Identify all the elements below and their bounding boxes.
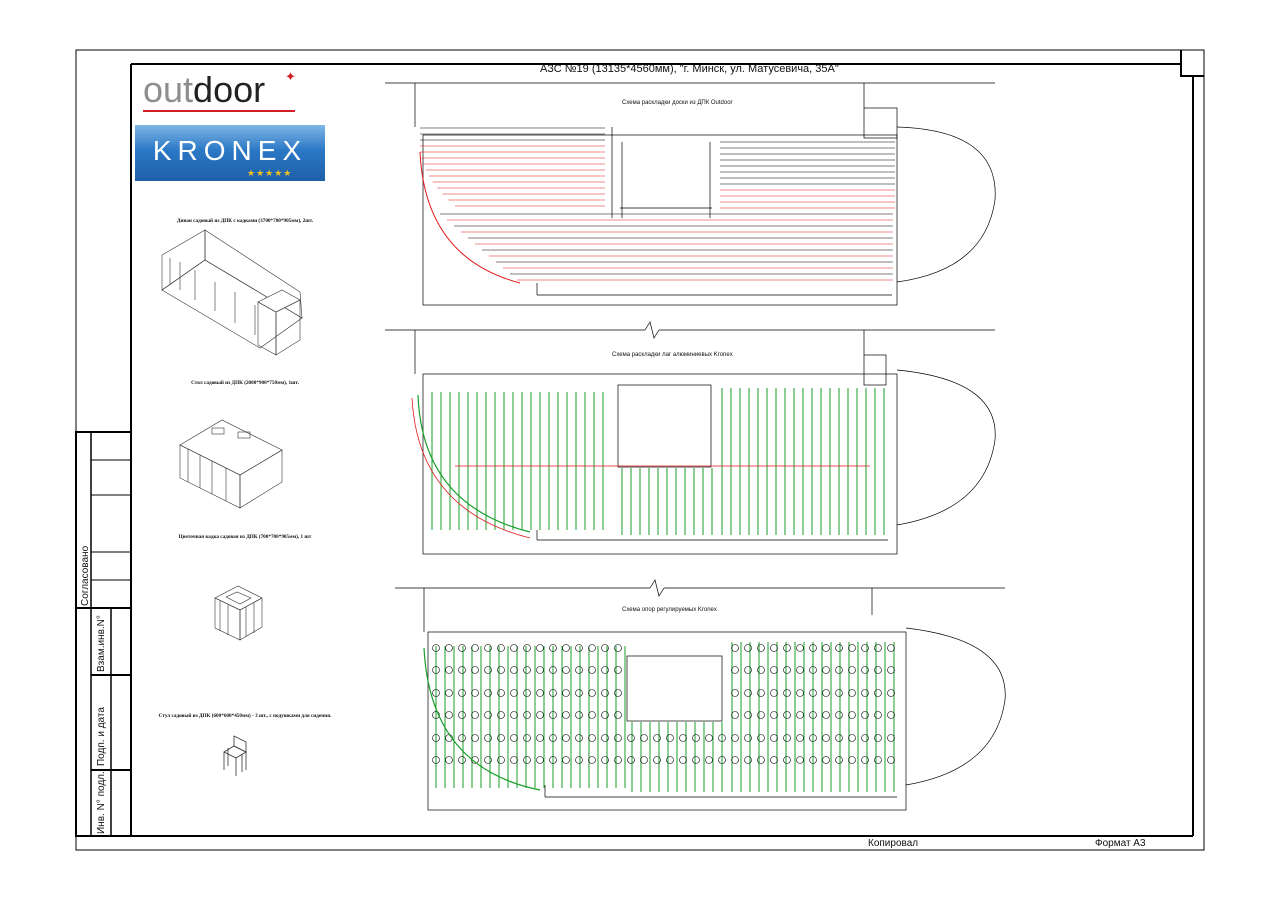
support-circle [641, 757, 648, 764]
stamp-inv-orig: Инв. N° подл. [96, 771, 107, 834]
support-circle [446, 667, 453, 674]
support-circle [797, 690, 804, 697]
support-circle [563, 690, 570, 697]
support-circle [797, 735, 804, 742]
support-circle [563, 757, 570, 764]
support-circle [511, 645, 518, 652]
kronex-logo-text: KRONEX [152, 135, 308, 166]
scheme-3-supports [395, 580, 1005, 810]
support-circle [628, 735, 635, 742]
support-circle [459, 645, 466, 652]
support-circle [784, 712, 791, 719]
format-label: Формат А3 [1095, 838, 1146, 849]
kronex-stars-icon: ★★★★★ [247, 168, 293, 178]
support-circle [472, 735, 479, 742]
support-circle [849, 645, 856, 652]
support-circle [797, 712, 804, 719]
support-circle [459, 690, 466, 697]
s3-support-circles [433, 645, 895, 764]
support-circle [823, 645, 830, 652]
support-circle [797, 757, 804, 764]
support-circle [784, 667, 791, 674]
s1-left-boards [420, 128, 605, 206]
support-circle [849, 712, 856, 719]
s2-joist-lines [432, 388, 884, 535]
support-circle [459, 667, 466, 674]
support-circle [446, 712, 453, 719]
support-circle [849, 667, 856, 674]
support-circle [524, 690, 531, 697]
support-circle [797, 667, 804, 674]
stamp-agreed: Согласовано [80, 545, 91, 606]
support-circle [836, 667, 843, 674]
support-circle [888, 667, 895, 674]
chair-sketch [224, 736, 246, 776]
scheme-caption-joists: Схема раскладки лаг алюминиевых Kronex [612, 352, 733, 358]
support-circle [836, 757, 843, 764]
support-circle [823, 690, 830, 697]
s1-arc [420, 152, 520, 283]
support-circle [563, 735, 570, 742]
support-circle [589, 712, 596, 719]
support-circle [849, 757, 856, 764]
support-circle [576, 735, 583, 742]
scheme-1-boards [385, 83, 995, 305]
support-circle [888, 757, 895, 764]
support-circle [732, 645, 739, 652]
s3-arc [424, 648, 540, 790]
support-circle [589, 667, 596, 674]
support-circle [823, 667, 830, 674]
support-circle [888, 645, 895, 652]
support-circle [771, 757, 778, 764]
support-circle [511, 667, 518, 674]
outdoor-logo-underline [143, 110, 295, 112]
support-circle [563, 712, 570, 719]
support-circle [446, 757, 453, 764]
support-circle [537, 690, 544, 697]
support-circle [680, 735, 687, 742]
support-circle [693, 757, 700, 764]
support-circle [563, 645, 570, 652]
support-circle [459, 735, 466, 742]
support-circle [784, 757, 791, 764]
planter-sketch [215, 586, 262, 640]
support-circle [706, 757, 713, 764]
support-circle [459, 712, 466, 719]
support-circle [459, 757, 466, 764]
support-circle [537, 712, 544, 719]
support-circle [576, 757, 583, 764]
support-circle [732, 667, 739, 674]
support-circle [537, 645, 544, 652]
support-circle [511, 757, 518, 764]
support-circle [823, 712, 830, 719]
support-circle [537, 735, 544, 742]
support-circle [693, 735, 700, 742]
support-circle [511, 690, 518, 697]
support-circle [576, 690, 583, 697]
support-circle [836, 712, 843, 719]
outdoor-logo-part2: door [193, 69, 266, 110]
support-circle [589, 757, 596, 764]
scheme-caption-boards: Схема раскладки доски из ДПК Outdoor [622, 100, 733, 106]
support-circle [563, 667, 570, 674]
support-circle [784, 735, 791, 742]
support-circle [849, 690, 856, 697]
product-caption-table: Стол садовый из ДПК (2000*900*750мм), 1шт. [191, 380, 299, 386]
s1-right-boards [720, 142, 895, 208]
support-circle [771, 645, 778, 652]
support-circle [784, 645, 791, 652]
support-circle [537, 667, 544, 674]
support-circle [628, 757, 635, 764]
support-circle [589, 645, 596, 652]
support-circle [888, 690, 895, 697]
support-circle [849, 735, 856, 742]
corner-mark [1181, 64, 1204, 76]
support-circle [472, 712, 479, 719]
support-circle [446, 645, 453, 652]
support-circle [524, 667, 531, 674]
stamp-sign-date: Подп. и дата [96, 707, 107, 766]
sofa-sketch [162, 230, 302, 355]
support-circle [771, 712, 778, 719]
product-caption-sofa: Диван садовый из ДПК с кадками (3700*700*905мм), 2шт. [176, 218, 314, 224]
sheet-title: АЗС №19 (13135*4560мм), "г. Минск, ул. Матусевича, 35А" [540, 63, 839, 75]
support-circle [823, 757, 830, 764]
support-circle [524, 735, 531, 742]
support-circle [511, 712, 518, 719]
support-circle [576, 712, 583, 719]
support-circle [784, 690, 791, 697]
copied-label: Копировал [868, 838, 919, 849]
s1-bottom-boards [440, 214, 893, 280]
kronex-logo [135, 125, 325, 181]
support-circle [511, 735, 518, 742]
support-circle [771, 690, 778, 697]
s1-door-arc [897, 127, 995, 282]
table-sketch [180, 420, 282, 508]
support-circle [576, 645, 583, 652]
support-circle [524, 645, 531, 652]
support-circle [732, 757, 739, 764]
support-circle [472, 690, 479, 697]
support-circle [472, 645, 479, 652]
support-circle [524, 757, 531, 764]
product-caption-planter: Цветочная кадка садовая из ДПК (700*700*905мм), 1 шт [178, 534, 312, 540]
inner-frame [131, 50, 1181, 64]
support-circle [888, 712, 895, 719]
support-circle [472, 667, 479, 674]
support-circle [732, 712, 739, 719]
support-circle [641, 735, 648, 742]
support-circle [537, 757, 544, 764]
support-circle [888, 735, 895, 742]
support-circle [732, 690, 739, 697]
support-circle [446, 690, 453, 697]
product-caption-chair: Стул садовый из ДПК (600*600*450мм) - 3 шт., с подушками для сидения. [158, 713, 332, 719]
support-circle [524, 712, 531, 719]
support-circle [836, 645, 843, 652]
stamp-replaced-inv: Взам.инв.N° [96, 615, 107, 672]
support-circle [589, 690, 596, 697]
support-circle [836, 690, 843, 697]
outdoor-logo-part1: out [143, 69, 194, 110]
support-circle [797, 645, 804, 652]
s3-joist-lines [436, 642, 894, 792]
maple-leaf-icon: ✦ [285, 69, 296, 84]
support-circle [732, 735, 739, 742]
support-circle [823, 735, 830, 742]
support-circle [576, 667, 583, 674]
outdoor-logo [143, 69, 266, 110]
support-circle [680, 757, 687, 764]
support-circle [836, 735, 843, 742]
support-circle [589, 735, 596, 742]
support-circle [771, 735, 778, 742]
scheme-caption-supports: Схема опор регулируемых Kronex [622, 607, 717, 613]
support-circle [771, 667, 778, 674]
support-circle [706, 735, 713, 742]
